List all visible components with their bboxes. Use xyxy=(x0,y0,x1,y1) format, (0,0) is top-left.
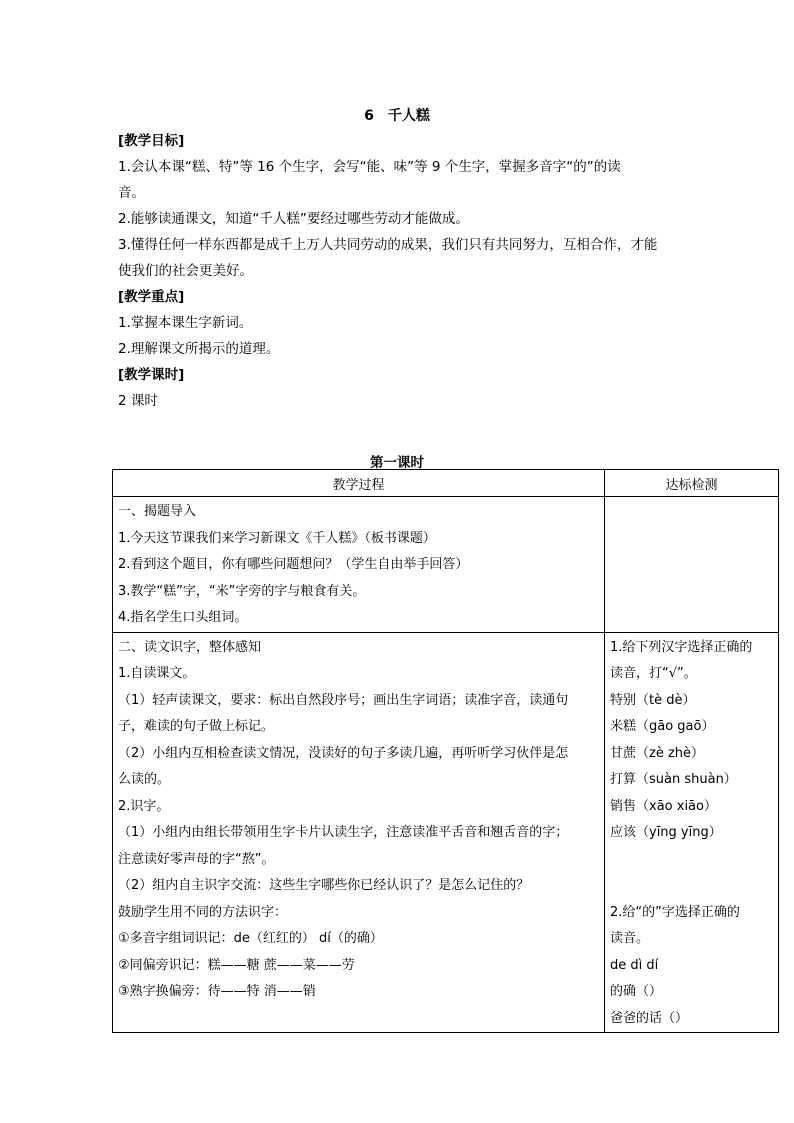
check-line: 甘蔗（zè zhè） xyxy=(610,745,705,761)
intro-line: 音。 xyxy=(118,185,145,201)
intro-line: 2.能够读通课文，知道“千人糕”要经过哪些劳动才能做成。 xyxy=(118,211,469,227)
process-cell xyxy=(113,497,605,633)
process-line: 2.看到这个题目，你有哪些问题想问？（学生自由举手回答） xyxy=(118,557,469,572)
process-line: 鼓励学生用不同的方法识字： xyxy=(118,904,288,920)
process-line: 3.教学“糕”字，“米”字旁的字与粮食有关。 xyxy=(118,583,366,599)
process-line: （2）小组内互相检查读文情况，没读好的句子多读几遍，再听听学习伙伴是怎 xyxy=(118,745,569,761)
process-line: 一、揭题导入 xyxy=(118,504,197,519)
header-check: 达标检测 xyxy=(605,470,779,497)
process-line: 子，难读的句子做上标记。 xyxy=(118,719,275,734)
header-process: 教学过程 xyxy=(113,470,605,497)
page-title xyxy=(0,105,794,125)
check-line: 爸爸的话（） xyxy=(610,1010,689,1026)
process-line: （1）小组内由组长带领用生字卡片认读生字，注意读准平舌音和翘舌音的字； xyxy=(118,825,569,840)
process-line: 1.自读课文。 xyxy=(118,666,196,681)
check-line xyxy=(610,847,773,874)
check-line: 特别（tè dè） xyxy=(610,692,696,708)
process-line: （2）组内自主识字交流：这些生字哪些你已经认识了？是怎么记住的？ xyxy=(118,878,530,893)
process-line: 2.识字。 xyxy=(118,798,170,814)
section-title: 第一课时 xyxy=(370,455,424,471)
intro-line: 2 课时 xyxy=(118,393,158,409)
lesson-number: 6 xyxy=(364,108,374,124)
lesson-table xyxy=(112,469,779,1033)
check-line: 米糕（gāo gaō） xyxy=(610,719,715,734)
check-cell xyxy=(605,497,779,633)
table-row xyxy=(113,497,779,633)
intro-line: 使我们的社会更美好。 xyxy=(118,263,253,279)
process-line: ②同偏旁识记：糕——糖 蔗——菜——劳 xyxy=(118,957,355,973)
check-line xyxy=(610,873,773,900)
process-line: 么读的。 xyxy=(118,772,171,787)
table-row xyxy=(113,632,779,1033)
lesson-title: 千人糕 xyxy=(387,108,430,124)
check-cell xyxy=(605,632,779,1033)
check-line: 应该（yīng yīng） xyxy=(610,825,722,840)
process-line: ①多音字组词识记：de（红红的） dí（的确） xyxy=(118,931,383,946)
check-line: 1.给下列汉字选择正确的 xyxy=(610,639,753,655)
process-line: 1.今天这节课我们来学习新课文《千人糕》（板书课题） xyxy=(118,530,436,546)
check-line: 读音。 xyxy=(610,931,650,946)
process-line: （1）轻声读课文，要求：标出自然段序号；画出生字词语；读准字音，读通句 xyxy=(118,692,569,708)
intro-line: 2.理解课文所揭示的道理。 xyxy=(118,341,280,357)
section-heading: [教学重点] xyxy=(118,289,185,305)
check-line: 2.给“的”字选择正确的 xyxy=(610,904,740,920)
intro-line: 1.会认本课“糕、特”等 16 个生字，会写“能、味”等 9 个生字，掌握多音字“的”的读 xyxy=(118,159,621,175)
intro-section xyxy=(118,128,678,414)
check-line: de dì dí xyxy=(610,957,659,973)
process-line: ③熟字换偏旁：待——特 消——销 xyxy=(118,984,316,999)
check-line: 打算（suàn shuàn） xyxy=(610,772,737,787)
intro-line: 1.掌握本课生字新词。 xyxy=(118,315,253,331)
intro-line: 3.懂得任何一样东西都是成千上万人共同劳动的成果，我们只有共同努力，互相合作，才能 xyxy=(118,237,658,253)
check-line: 的确（） xyxy=(610,984,663,999)
process-line: 4.指名学生口头组词。 xyxy=(118,610,248,625)
process-cell xyxy=(113,632,605,1033)
check-line: 读音，打“√”。 xyxy=(610,666,697,681)
process-line: 注意读好零声母的字“熬”。 xyxy=(118,851,275,867)
section-heading: [教学目标] xyxy=(118,133,185,149)
table-header-row xyxy=(113,470,779,497)
check-line: 销售（xāo xiāo） xyxy=(610,798,717,814)
section-heading: [教学课时] xyxy=(118,367,185,383)
process-line: 二、读文识字，整体感知 xyxy=(118,639,262,655)
